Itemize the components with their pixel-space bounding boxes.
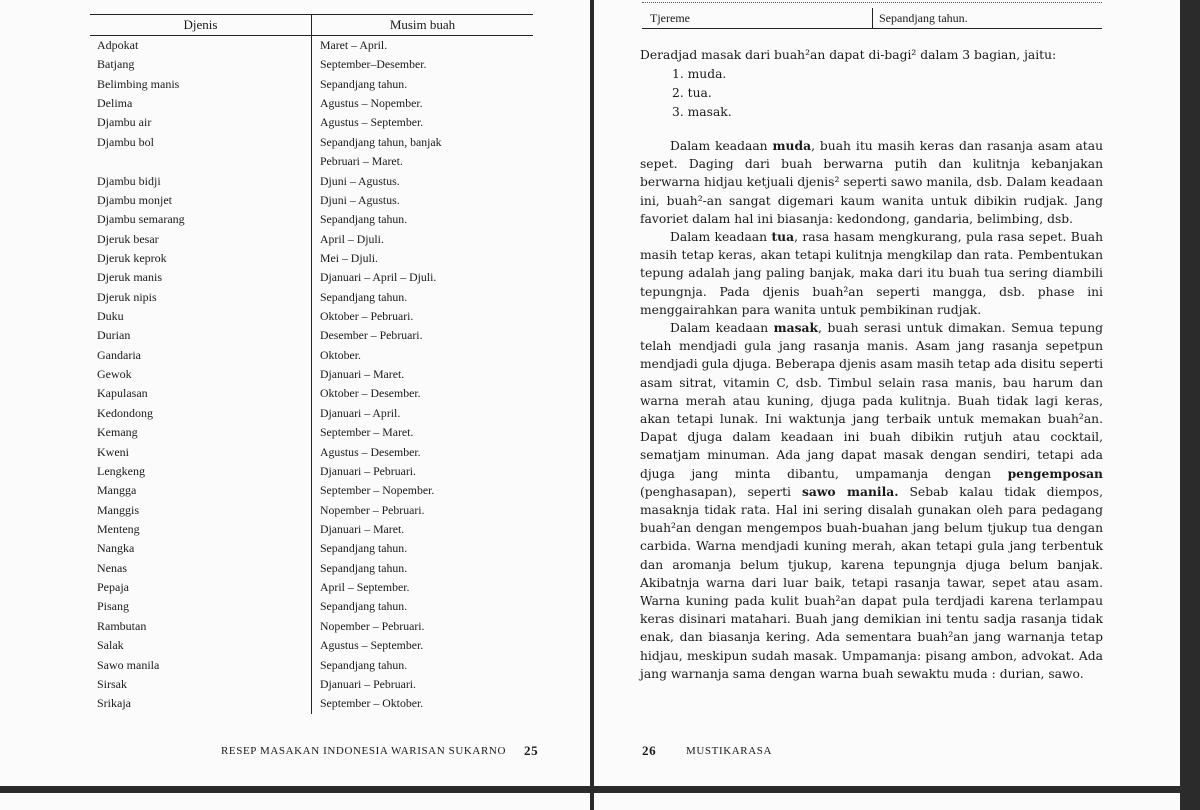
cell-musim-buah: Sepandjang tahun. [320, 657, 408, 672]
bold-term: pengemposan [1007, 465, 1103, 481]
table-row [90, 326, 533, 345]
cell-musim-buah: Oktober – Pebruari. [320, 309, 414, 324]
table-row [90, 597, 533, 616]
table-row [90, 172, 533, 191]
table-row [90, 656, 533, 675]
cell-djenis: Djambu semarang [90, 210, 312, 229]
cell-musim-buah: Oktober. [320, 347, 361, 362]
stage-item: 1. muda. [672, 67, 727, 81]
body-text [640, 137, 1103, 683]
table-row [90, 384, 533, 403]
cell-djenis: Kapulasan [90, 384, 312, 403]
table-header-row [90, 14, 533, 36]
cell-djenis: Duku [90, 307, 312, 326]
cell-djenis: Kedondong [90, 404, 312, 423]
cut-off-line [642, 0, 1102, 3]
bold-term: masak [773, 320, 819, 336]
table-row [90, 617, 533, 636]
table-row [90, 462, 533, 481]
cell-djenis: Delima [90, 94, 312, 113]
cell-djenis: Pisang [90, 597, 312, 616]
cell-djenis: Menteng [90, 520, 312, 539]
left-footer-title: RESEP MASAKAN INDONESIA WARISAN SUKARNO [221, 745, 506, 757]
cell-musim-buah: Mei – Djuli. [320, 250, 378, 265]
cell-musim-buah: Sepandjang tahun. [320, 76, 408, 91]
paragraph-masak [640, 319, 1103, 683]
table-row [90, 191, 533, 210]
cell-musim-buah: September–Desember. [320, 57, 427, 72]
cell-musim-buah: Desember – Pebruari. [320, 328, 423, 343]
table-row [90, 55, 533, 74]
table-row [90, 694, 533, 713]
right-footer-title: MUSTIKARASA [686, 745, 773, 757]
intro-block [640, 46, 1103, 122]
cell-musim-buah: September – Nopember. [320, 483, 435, 498]
fruit-season-table [90, 14, 533, 714]
cell-djenis: Manggis [90, 501, 312, 520]
cell-djenis: Kweni [90, 443, 312, 462]
left-page [0, 0, 590, 786]
cell-musim-buah: Djanuari – April – Djuli. [320, 270, 437, 285]
right-page [594, 0, 1180, 786]
cell-djenis: Durian [90, 326, 312, 345]
cell-musim-buah: Djuni – Agustus. [320, 192, 400, 207]
text-run: Sebab kalau tidak diempos, masaknja tidak rata. Hal ini sering disalah gunakan oleh para pedagang buah²an dengan mengempos buah-buahan jang belum tjukup tua dengan carbida. Warna mendjadi kuning merah, akan tetapi gula jang terbentuk dan aromanja belum tjukup, karena tepungnja djuga belum banjak. Akibatnja warna dari luar baik, tetapi rasanja tawar, sepet atau asam. Warna kuning pada kulit buah²an dapat pula terdjadi karena terlampau keras disinari matahari. Buah jang demikian ini tentu sadja rasanja tidak enak, dan biasanja kering. Ada sementara buah²an jang warnanja tetap hidjau, meskipun sudah masak. Umpamanja: pisang ambon, advokat. Ada jang warnanja sama dengan warna buah sewaktu muda : durian, sawo. [640, 484, 1103, 681]
paragraph-tua [640, 228, 1103, 319]
cell-djenis: Djambu monjet [90, 191, 312, 210]
cell-djenis: Srikaja [90, 694, 312, 713]
table-body [90, 36, 533, 714]
table-row [90, 230, 533, 249]
table-row [90, 365, 533, 384]
cell-musim-buah: Djanuari – Maret. [320, 367, 405, 382]
table-row [90, 520, 533, 539]
table-row [90, 423, 533, 442]
paragraph-muda [640, 137, 1103, 228]
text-run: (penghasapan), seperti [640, 484, 802, 499]
cell-musim-buah: Djanuari – Pebruari. [320, 676, 416, 691]
stage-item: 2. tua. [672, 86, 712, 100]
table-row [90, 152, 533, 171]
cell-musim-buah: April – September. [320, 580, 410, 595]
cell-musim-buah: Pebruari – Maret. [320, 154, 403, 169]
cell-djenis [90, 152, 312, 171]
cell-musim-buah: Maret – April. [320, 38, 388, 52]
table-cell-musim: Sepandjang tahun. [879, 11, 968, 25]
cell-djenis: Djeruk keprok [90, 249, 312, 268]
cell-musim-buah: September – Maret. [320, 425, 414, 440]
cell-musim-buah: Sepandjang tahun. [320, 289, 408, 304]
cell-djenis: Djambu bol [90, 133, 312, 152]
bold-term: sawo manila. [801, 483, 899, 499]
cell-musim-buah: Sepandjang tahun. [320, 212, 408, 227]
table-row [90, 578, 533, 597]
cell-musim-buah: Sepandjang tahun. [320, 599, 408, 614]
cell-musim-buah: Djuni – Agustus. [320, 173, 400, 188]
table-row [90, 210, 533, 229]
next-page-edge-left [0, 793, 590, 810]
table-row [90, 288, 533, 307]
cell-musim-buah: Sepandjang tahun, banjak [320, 134, 442, 149]
cell-djenis: Nenas [90, 559, 312, 578]
cell-musim-buah: Sepandjang tahun. [320, 560, 408, 575]
bold-term: muda [772, 138, 812, 153]
header-djenis: Djenis [90, 15, 312, 35]
right-page-number: 26 [642, 743, 657, 758]
intro-sentence: Deradjad masak dari buah²an dapat di-bagi² dalam 3 bagian, jaitu: [640, 48, 1057, 62]
cell-djenis: Gandaria [90, 346, 312, 365]
bold-term: tua [771, 229, 795, 245]
table-row [90, 481, 533, 500]
next-page-edge-right [594, 793, 1180, 810]
cell-musim-buah: September – Oktober. [320, 696, 424, 711]
text-run: , buah itu masih keras dan rasanja asam atau sepet. Daging dari buah berwarna putih dan kulitnja kebanjakan berwarna hidjau ketjuali djenis² seperti sawo manila, dsb. Dalam keadaan ini, buah²-an sangat digemari kaum wanita untuk dibikin rudjak. Jang favoriet dalam hal ini biasanja: kedondong, gandaria, belimbing, dsb. [640, 139, 1103, 226]
table-row [90, 675, 533, 694]
table-row [90, 346, 533, 365]
cell-musim-buah: Agustus – Nopember. [320, 96, 423, 111]
text-run: , rasa hasam mengkurang, pula rasa sepet. Buah masih tetap keras, akan tetapi kulitnja mengkilap dan rata. Pembentukan tepung adalah jang paling banjak, maka dari itu buah tua sering diambili tepungnja. Pada djenis buah²an seperti mangga, dsb. phase ini menggairahkan para wanita untuk pembikinan rudjak. [640, 230, 1103, 317]
cell-djenis: Sirsak [90, 675, 312, 694]
cell-musim-buah: Sepandjang tahun. [320, 541, 408, 556]
table-row [90, 307, 533, 326]
cell-djenis: Djambu bidji [90, 172, 312, 191]
cell-djenis: Rambutan [90, 617, 312, 636]
cell-musim-buah: Agustus – September. [320, 115, 424, 130]
table-row [90, 75, 533, 94]
cell-djenis: Gewok [90, 365, 312, 384]
table-row [90, 113, 533, 132]
cell-djenis: Djeruk nipis [90, 288, 312, 307]
table-row [90, 133, 533, 152]
cell-musim-buah: Djanuari – Maret. [320, 521, 405, 536]
stage-item: 3. masak. [672, 105, 732, 119]
table-row [90, 249, 533, 268]
table-row [90, 636, 533, 655]
table-cell-djenis: Tjereme [642, 8, 873, 28]
cell-musim-buah: Nopember – Pebruari. [320, 618, 425, 633]
cell-musim-buah: April – Djuli. [320, 231, 384, 246]
table-row-continued [642, 8, 1102, 29]
text-run: , buah serasi untuk dimakan. Semua tepung telah mendjadi gula jang rasanja manis. Asam jang rasanja sepetpun mendjadi gula djuga. Beberapa djenis asam masih tetap ada disitu seperti asam sitrat, vitamin C, dsb. Timbul selain rasa manis, bau harum dan warna merah atau kuning, djuga pada kulitnja. Buah tidak lagi keras, akan tetapi lunak. Ini waktunja jang terbaik untuk memakan buah²an. Dapat djuga dalam keadaan ini buah dibikin rutjuh atau cocktail, sematjam minuman. Ada jang dapat masak dengan sendiri, tetapi ada djuga jang minta dibantu, umpamanja dengan [640, 321, 1104, 481]
cell-djenis: Djeruk besar [90, 230, 312, 249]
text-run: Dalam keadaan [670, 230, 772, 245]
cell-djenis: Lengkeng [90, 462, 312, 481]
table-row [90, 268, 533, 287]
cell-djenis: Djeruk manis [90, 268, 312, 287]
text-run: Dalam keadaan [670, 321, 774, 336]
table-row [90, 559, 533, 578]
table-row [90, 539, 533, 558]
cell-musim-buah: Agustus – September. [320, 638, 424, 653]
text-run: Dalam keadaan [670, 139, 773, 153]
left-page-number: 25 [524, 743, 539, 758]
cell-djenis: Nangka [90, 539, 312, 558]
cell-musim-buah: Agustus – Desember. [320, 444, 421, 459]
cell-djenis: Kemang [90, 423, 312, 442]
table-row [90, 443, 533, 462]
cell-djenis: Djambu air [90, 113, 312, 132]
table-row [90, 501, 533, 520]
cell-musim-buah: Nopember – Pebruari. [320, 502, 425, 517]
cell-djenis: Adpokat [90, 36, 312, 55]
header-musim-buah: Musim buah [389, 17, 456, 32]
cell-djenis: Salak [90, 636, 312, 655]
cell-djenis: Sawo manila [90, 656, 312, 675]
table-row [90, 404, 533, 423]
cell-djenis: Belimbing manis [90, 75, 312, 94]
table-row [90, 94, 533, 113]
cell-djenis: Pepaja [90, 578, 312, 597]
cell-djenis: Mangga [90, 481, 312, 500]
cell-musim-buah: Djanuari – Pebruari. [320, 463, 416, 478]
cell-musim-buah: Djanuari – April. [320, 405, 401, 420]
table-row [90, 36, 533, 55]
cell-djenis: Batjang [90, 55, 312, 74]
cell-musim-buah: Oktober – Desember. [320, 386, 421, 401]
